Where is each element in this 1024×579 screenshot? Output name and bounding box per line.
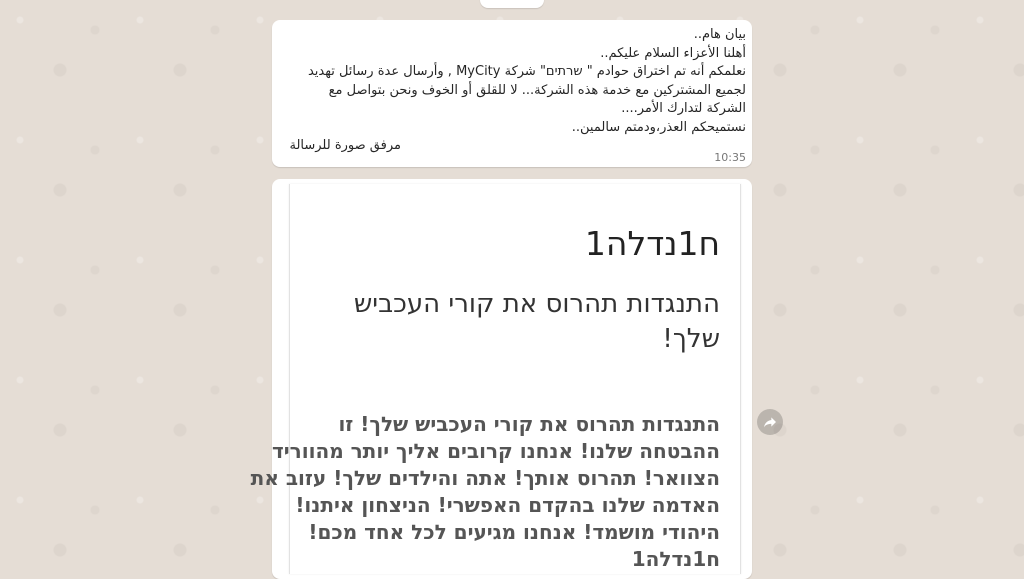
message-line: مرفق صورة للرسالة xyxy=(289,138,401,153)
message-line: أهلنا الأعزاء السلام عليكم.. xyxy=(600,45,746,61)
image-title: ח1נדלה1 xyxy=(584,224,720,263)
forward-button[interactable] xyxy=(757,409,783,435)
image-paragraph-line: היהודי מושמד! אנחנו מגיעים לכל אחד מכם! xyxy=(308,520,720,544)
image-paragraph xyxy=(250,411,720,573)
image-paragraph-line: האדמה שלנו בהקדם האפשרי! הניצחון איתנו! xyxy=(295,493,720,517)
image-paragraph-line: ח1נדלה1 xyxy=(631,547,720,571)
attached-image[interactable] xyxy=(250,184,741,574)
date-chip xyxy=(480,0,544,8)
image-subtitle: התנגדות תהרוס את קורי העכביש שלך! xyxy=(353,289,720,354)
message-line: نعلمكم أنه تم اختراق حوادم " שרתים" شركة MyCity , وأرسال عدة رسائل تهديد xyxy=(307,64,746,79)
image-paragraph-line: ההבטחה שלנו! אנחנו קרובים אליך יותר מהווריד xyxy=(272,439,720,463)
image-paragraph-line: התנגדות תהרוס את קורי העכביש שלך! זו xyxy=(338,412,720,436)
image-message-bubble[interactable] xyxy=(250,179,752,579)
message-body xyxy=(282,26,746,156)
image-paragraph-line: הצוואר! תהרוס אותך! אתה והילדים שלך! עזוב את xyxy=(250,466,720,490)
message-line: لجميع المشتركين مع خدمة هذه الشركة... لا للقلق أو الخوف ونحن بتواصل مع xyxy=(328,82,746,98)
message-timestamp: 10:35 xyxy=(714,151,746,164)
message-line: الشركة لتدارك الأمر.... xyxy=(621,101,746,116)
text-message-bubble[interactable] xyxy=(272,20,752,167)
forward-arrow-icon xyxy=(762,414,778,430)
message-line: بيان هام.. xyxy=(693,27,746,42)
message-line: نستميحكم العذر،ودمتم سالمين.. xyxy=(571,119,746,135)
